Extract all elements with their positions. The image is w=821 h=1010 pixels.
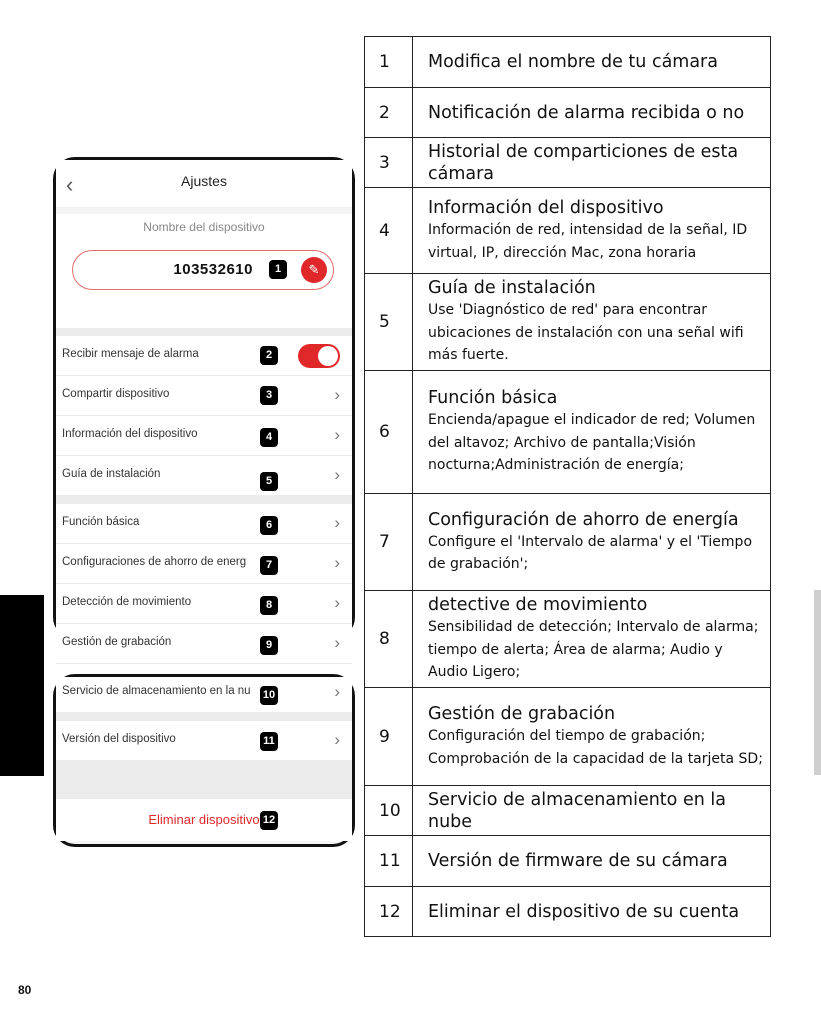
row-receive-alarm[interactable] xyxy=(56,336,352,376)
legend-row xyxy=(365,371,771,494)
legend-description xyxy=(413,494,771,591)
legend-title: detective de movimiento xyxy=(428,595,648,616)
legend-row xyxy=(365,188,771,274)
legend-description xyxy=(413,88,771,138)
chevron-right-icon: › xyxy=(334,425,340,444)
alarm-toggle[interactable] xyxy=(298,344,340,368)
legend-description xyxy=(413,887,771,937)
row-label: Compartir dispositivo xyxy=(62,388,170,400)
spacer xyxy=(56,761,352,799)
callout-badge: 12 xyxy=(260,811,278,830)
page-title: Ajustes xyxy=(181,173,227,189)
legend-description xyxy=(413,138,771,188)
legend-title: Notificación de alarma recibida o no xyxy=(428,102,745,123)
callout-badge: 1 xyxy=(269,260,287,279)
section-divider xyxy=(56,496,352,504)
callout-badge: 9 xyxy=(260,636,278,655)
edit-pencil-icon[interactable]: ✎ xyxy=(301,257,327,283)
chevron-left-icon[interactable]: ‹ xyxy=(66,172,74,197)
row-basic-function[interactable] xyxy=(56,504,352,544)
legend-number: 5 xyxy=(365,274,413,371)
legend-title: Versión de firmware de su cámara xyxy=(428,851,728,871)
chevron-right-icon: › xyxy=(334,730,340,749)
chevron-right-icon: › xyxy=(334,593,340,612)
legend-description xyxy=(413,836,771,887)
legend-body: Sensibilidad de detección; Intervalo de alarma; tiempo de alerta; Área de alarma; Audio y Audio Ligero; xyxy=(428,619,759,681)
section-divider xyxy=(56,713,352,721)
callout-badge: 11 xyxy=(260,732,278,751)
legend-body: Configuración del tiempo de grabación; Comprobación de la capacidad de la tarjeta SD; xyxy=(428,728,763,767)
legend-number: 6 xyxy=(365,371,413,494)
chevron-right-icon: › xyxy=(334,465,340,484)
legend-number: 11 xyxy=(365,836,413,887)
legend-title: Modifica el nombre de tu cámara xyxy=(428,52,718,72)
legend-row xyxy=(365,274,771,371)
callout-badge: 7 xyxy=(260,556,278,575)
legend-description xyxy=(413,688,771,786)
legend-body: Configure el 'Intervalo de alarma' y el 'Tiempo de grabación'; xyxy=(428,533,753,572)
chevron-right-icon: › xyxy=(334,682,340,701)
legend-number: 9 xyxy=(365,688,413,786)
row-label: Guía de instalación xyxy=(62,468,161,480)
row-share-device[interactable] xyxy=(56,376,352,416)
chevron-right-icon: › xyxy=(334,513,340,532)
legend-row xyxy=(365,836,771,887)
row-label: Información del dispositivo xyxy=(62,428,198,440)
legend-body: Encienda/apague el indicador de red; Volumen del altavoz; Archivo de pantalla;Visión nocturna;Administración de energía; xyxy=(428,412,756,474)
chevron-right-icon: › xyxy=(334,633,340,652)
legend-number: 7 xyxy=(365,494,413,591)
row-motion-detection[interactable] xyxy=(56,584,352,624)
row-label: Detección de movimiento xyxy=(62,596,192,608)
row-recording-management[interactable] xyxy=(56,624,352,664)
legend-title: Gestión de grabación xyxy=(428,704,616,724)
legend-row xyxy=(365,591,771,688)
row-label: Función básica xyxy=(62,516,140,528)
section-divider xyxy=(56,328,352,336)
device-name-section xyxy=(56,214,352,328)
legend-row xyxy=(365,786,771,836)
chevron-right-icon: › xyxy=(334,553,340,572)
legend-description xyxy=(413,591,771,688)
row-device-version[interactable] xyxy=(56,721,352,761)
legend-description xyxy=(413,37,771,88)
callout-badge: 6 xyxy=(260,516,278,535)
legend-title: Historial de comparticiones de esta cámara xyxy=(428,141,739,184)
legend-title: Guía de instalación xyxy=(428,278,596,299)
callout-badge: 4 xyxy=(260,428,278,447)
chevron-right-icon: › xyxy=(334,385,340,404)
row-power-saving[interactable] xyxy=(56,544,352,584)
page-number: 80 xyxy=(18,983,32,997)
legend-number: 1 xyxy=(365,37,413,88)
device-name-value: 103532610 xyxy=(173,261,253,278)
device-name-field[interactable] xyxy=(72,250,334,290)
legend-row xyxy=(365,37,771,88)
legend-body: Use 'Diagnóstico de red' para encontrar ubicaciones de instalación con una señal wifi más fuerte. xyxy=(428,302,744,364)
legend-description xyxy=(413,786,771,836)
legend-row xyxy=(365,88,771,138)
legend-row xyxy=(365,688,771,786)
legend-row xyxy=(365,887,771,937)
legend-description xyxy=(413,371,771,494)
legend-title: Información del dispositivo xyxy=(428,198,664,218)
row-device-info[interactable] xyxy=(56,416,352,456)
delete-device-button[interactable] xyxy=(56,799,352,841)
row-install-guide[interactable] xyxy=(56,456,352,496)
language-label: ES xyxy=(4,674,35,696)
legend-row xyxy=(365,494,771,591)
legend-table xyxy=(364,36,771,937)
row-label: Recibir mensaje de alarma xyxy=(62,348,199,360)
row-label: Versión del dispositivo xyxy=(62,733,176,745)
legend-title: Configuración de ahorro de energía xyxy=(428,509,739,530)
legend-number: 3 xyxy=(365,138,413,188)
delete-device-label: Eliminar dispositivo xyxy=(148,812,260,827)
legend-body: Información de red, intensidad de la señal, ID virtual, IP, dirección Mac, zona horaria xyxy=(428,222,748,261)
legend-title: Función básica xyxy=(428,388,558,409)
legend-number: 8 xyxy=(365,591,413,688)
callout-badge: 2 xyxy=(260,346,278,365)
settings-screen-bottom xyxy=(53,674,355,847)
device-name-label: Nombre del dispositivo xyxy=(143,220,265,234)
legend-number: 4 xyxy=(365,188,413,274)
settings-screen-top xyxy=(53,157,355,652)
row-label: Servicio de almacenamiento en la nu xyxy=(62,685,251,697)
callout-badge: 8 xyxy=(260,596,278,615)
callout-badge: 5 xyxy=(260,472,278,491)
legend-number: 12 xyxy=(365,887,413,937)
legend-row xyxy=(365,138,771,188)
legend-number: 2 xyxy=(365,88,413,138)
row-label: Configuraciones de ahorro de energ xyxy=(62,556,247,568)
legend-description xyxy=(413,274,771,371)
legend-description xyxy=(413,188,771,274)
legend-title: Eliminar el dispositivo de su cuenta xyxy=(428,901,740,922)
edge-marker xyxy=(814,590,821,775)
legend-title: Servicio de almacenamiento en la nube xyxy=(428,789,726,832)
callout-badge: 3 xyxy=(260,386,278,405)
legend-number: 10 xyxy=(365,786,413,836)
settings-header xyxy=(56,160,352,208)
callout-badge: 10 xyxy=(260,686,278,705)
row-label: Gestión de grabación xyxy=(62,636,172,648)
row-cloud-storage[interactable] xyxy=(56,677,352,713)
